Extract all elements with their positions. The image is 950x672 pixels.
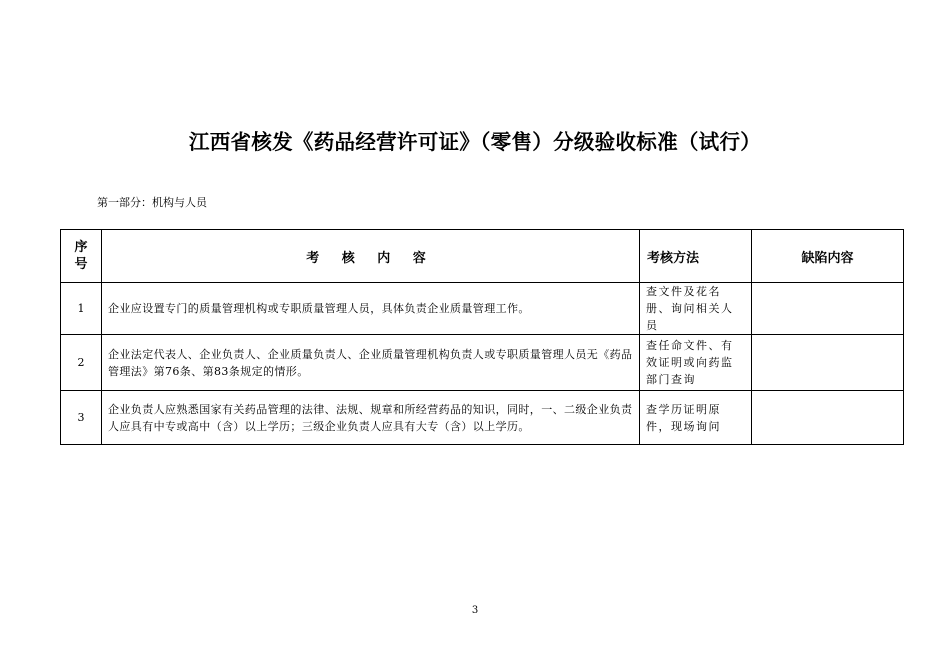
row-num: 3 bbox=[61, 391, 102, 445]
header-content-label: 考 核 内 容 bbox=[306, 250, 435, 266]
header-num-label: 序号 bbox=[74, 240, 88, 272]
document-title: 江西省核发《药品经营许可证》（零售）分级验收标准（试行） bbox=[188, 130, 762, 154]
header-content bbox=[102, 230, 640, 283]
row-defect bbox=[752, 391, 904, 445]
row-content: 企业法定代表人、企业负责人、企业质量负责人、企业质量管理机构负责人或专职质量管理人员无《药品管理法》第76条、第83条规定的情形。 bbox=[102, 335, 640, 391]
row-defect bbox=[752, 335, 904, 391]
page-number: 3 bbox=[471, 605, 479, 616]
section-label: 第一部分：机构与人员 bbox=[97, 196, 207, 209]
row-method: 查任命文件、有效证明或向药监部门查询 bbox=[640, 335, 752, 391]
table-header-row bbox=[61, 230, 904, 283]
row-content: 企业应设置专门的质量管理机构或专职质量管理人员，具体负责企业质量管理工作。 bbox=[102, 283, 640, 335]
table-row bbox=[61, 283, 904, 335]
assessment-table bbox=[60, 229, 904, 445]
header-defect: 缺陷内容 bbox=[752, 230, 904, 283]
row-num: 1 bbox=[61, 283, 102, 335]
header-num bbox=[61, 230, 102, 283]
row-num: 2 bbox=[61, 335, 102, 391]
row-method: 查学历证明原件，现场询问 bbox=[640, 391, 752, 445]
row-defect bbox=[752, 283, 904, 335]
row-content: 企业负责人应熟悉国家有关药品管理的法律、法规、规章和所经营药品的知识，同时，一、二级企业负责人应具有中专或高中（含）以上学历；三级企业负责人应具有大专（含）以上学历。 bbox=[102, 391, 640, 445]
row-method: 查文件及花名册、询问相关人员 bbox=[640, 283, 752, 335]
table-row bbox=[61, 391, 904, 445]
header-method: 考核方法 bbox=[640, 230, 752, 283]
table-row bbox=[61, 335, 904, 391]
